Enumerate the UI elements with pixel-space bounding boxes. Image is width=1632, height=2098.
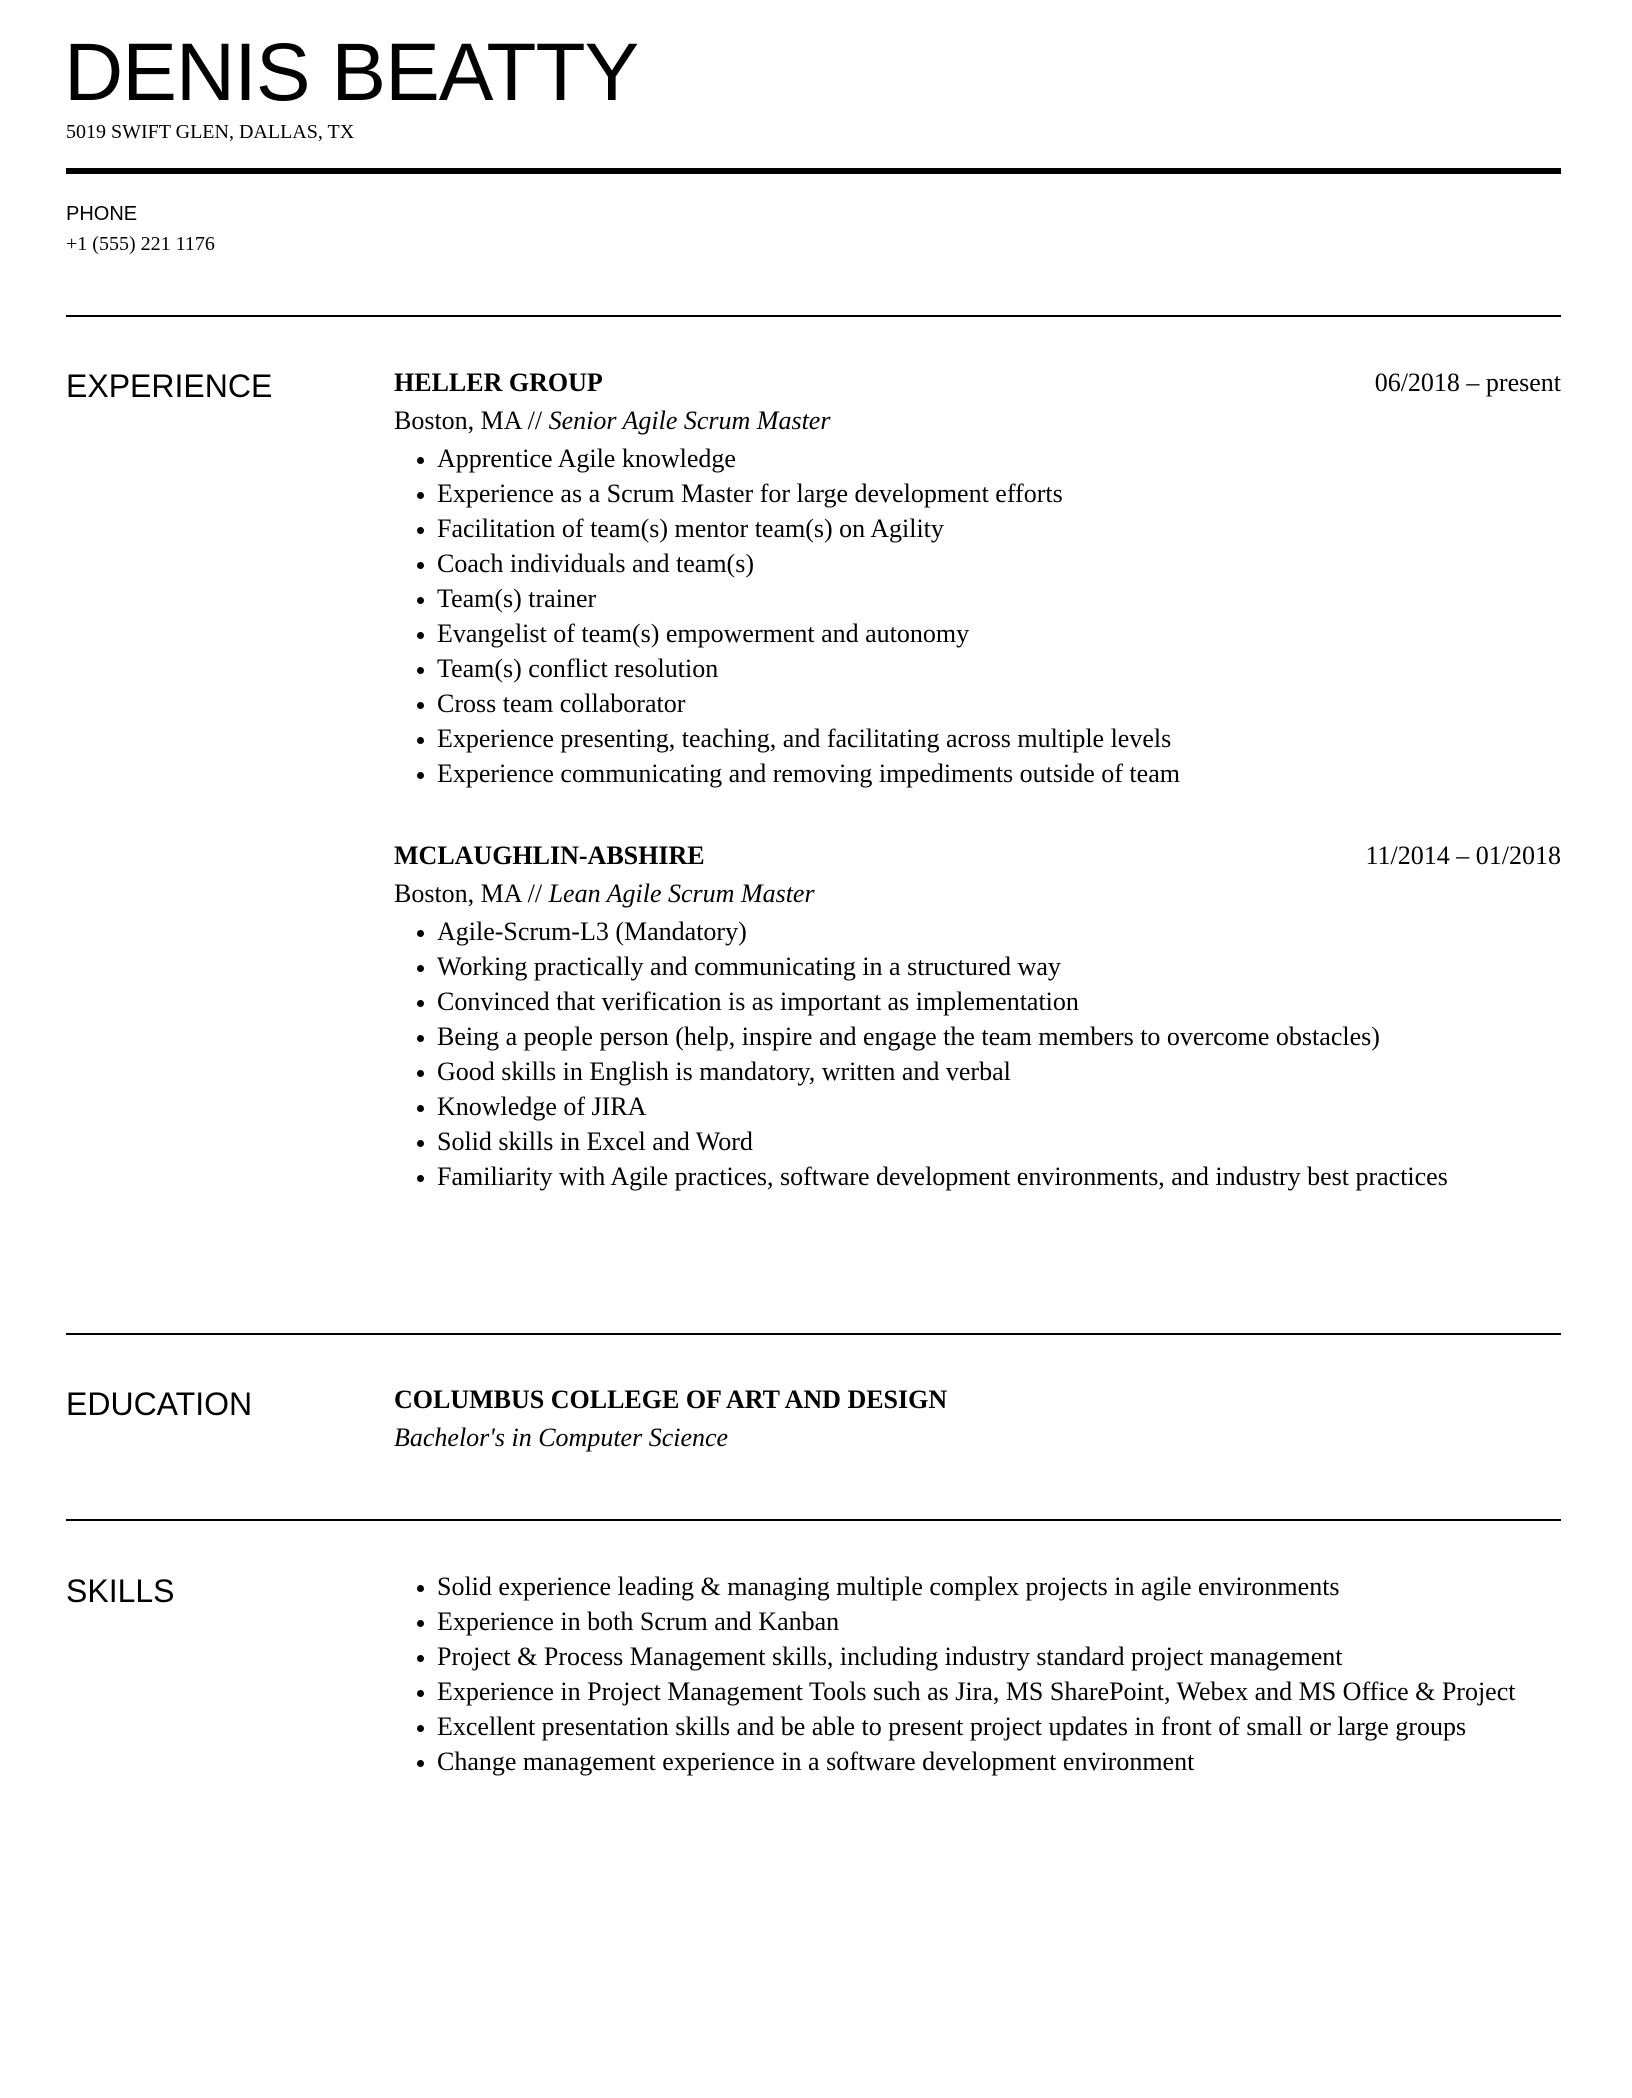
list-item: • Convinced that verification is as important as implementation	[437, 984, 1561, 1019]
list-item: • Good skills in English is mandatory, written and verbal	[437, 1054, 1561, 1089]
education-content	[394, 1382, 1561, 1458]
job-dates: 06/2018 – present	[1374, 368, 1561, 397]
list-item: • Team(s) trainer	[437, 581, 1561, 616]
experience-heading: EXPERIENCE	[66, 368, 273, 404]
header-divider	[66, 168, 1561, 174]
phone-value: +1 (555) 221 1176	[66, 233, 215, 255]
job-dates: 11/2014 – 01/2018	[1365, 841, 1561, 870]
job-location: Boston, MA //	[394, 879, 543, 908]
address: 5019 SWIFT GLEN, DALLAS, TX	[66, 121, 355, 143]
education-heading: EDUCATION	[66, 1386, 253, 1422]
list-item: • Change management experience in a software development environment	[437, 1744, 1561, 1779]
job-role: Senior Agile Scrum Master	[548, 406, 831, 435]
job-subtitle	[394, 401, 1561, 441]
skills-list	[394, 1569, 1561, 1779]
list-item: • Facilitation of team(s) mentor team(s) on Agility	[437, 511, 1561, 546]
job-bullets	[394, 914, 1561, 1194]
candidate-name: DENIS BEATTY	[64, 27, 639, 118]
list-item: • Agile-Scrum-L3 (Mandatory)	[437, 914, 1561, 949]
list-item: • Working practically and communicating in a structured way	[437, 949, 1561, 984]
job-bullets	[394, 441, 1561, 791]
list-item: • Coach individuals and team(s)	[437, 546, 1561, 581]
degree: Bachelor's in Computer Science	[394, 1423, 729, 1452]
phone-label: PHONE	[66, 203, 138, 225]
school-name: COLUMBUS COLLEGE OF ART AND DESIGN	[394, 1385, 948, 1414]
list-item: • Knowledge of JIRA	[437, 1089, 1561, 1124]
job-entry	[394, 838, 1561, 1194]
experience-content	[394, 365, 1561, 1194]
job-role: Lean Agile Scrum Master	[548, 879, 815, 908]
list-item: • Experience presenting, teaching, and facilitating across multiple levels	[437, 721, 1561, 756]
list-item: • Apprentice Agile knowledge	[437, 441, 1561, 476]
list-item: • Experience in both Scrum and Kanban	[437, 1604, 1561, 1639]
list-item: • Cross team collaborator	[437, 686, 1561, 721]
company-name: MCLAUGHLIN-ABSHIRE	[394, 841, 705, 870]
company-name: HELLER GROUP	[394, 368, 603, 397]
job-subtitle	[394, 874, 1561, 914]
section-divider	[66, 1333, 1561, 1335]
list-item: • Experience as a Scrum Master for large development efforts	[437, 476, 1561, 511]
job-location: Boston, MA //	[394, 406, 543, 435]
section-divider	[66, 315, 1561, 317]
list-item: • Project & Process Management skills, including industry standard project management	[437, 1639, 1561, 1674]
list-item: • Evangelist of team(s) empowerment and autonomy	[437, 616, 1561, 651]
job-entry	[394, 365, 1561, 791]
list-item: • Excellent presentation skills and be able to present project updates in front of small or large groups	[437, 1709, 1561, 1744]
list-item: • Solid experience leading & managing multiple complex projects in agile environments	[437, 1569, 1561, 1604]
list-item: • Solid skills in Excel and Word	[437, 1124, 1561, 1159]
list-item: • Being a people person (help, inspire and engage the team members to overcome obstacles)	[437, 1019, 1561, 1054]
list-item: • Team(s) conflict resolution	[437, 651, 1561, 686]
skills-heading: SKILLS	[66, 1573, 175, 1609]
list-item: • Familiarity with Agile practices, software development environments, and industry best practices	[437, 1159, 1561, 1194]
list-item: • Experience in Project Management Tools such as Jira, MS SharePoint, Webex and MS Office & Project	[437, 1674, 1561, 1709]
list-item: • Experience communicating and removing impediments outside of team	[437, 756, 1561, 791]
section-divider	[66, 1519, 1561, 1521]
skills-content	[394, 1569, 1561, 1779]
